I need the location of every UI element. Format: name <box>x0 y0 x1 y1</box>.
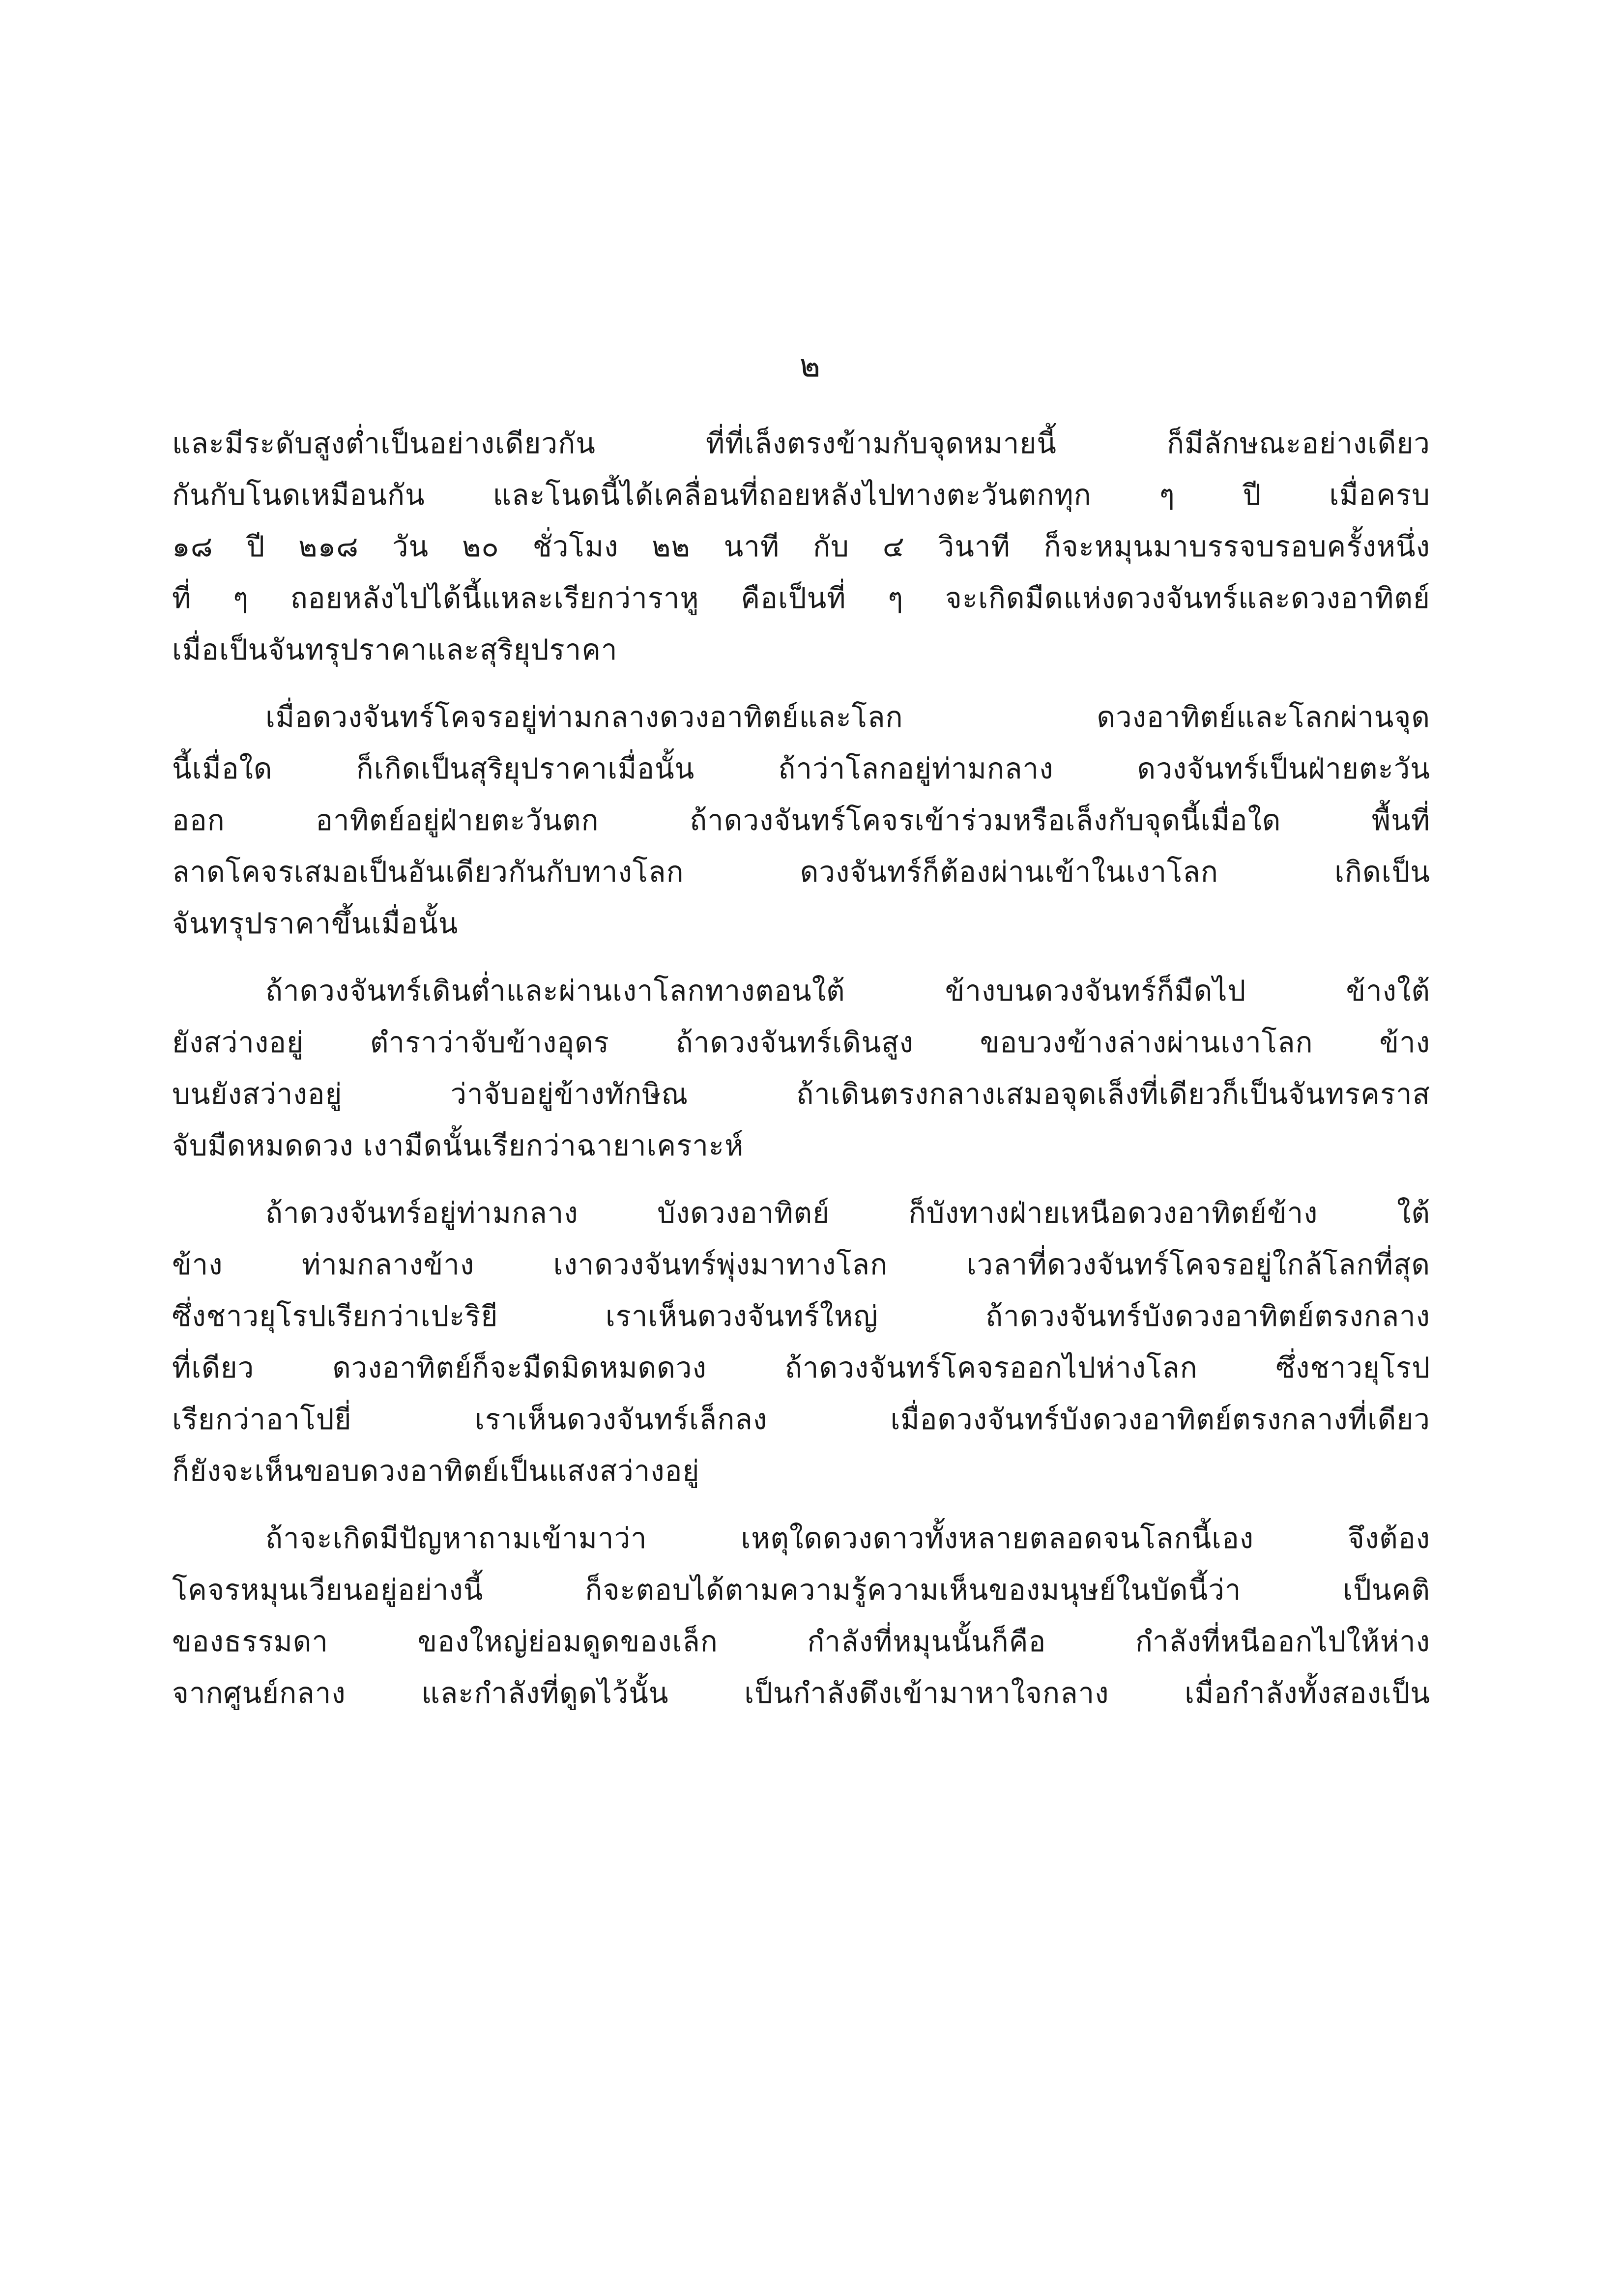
paragraph-4 <box>172 1187 1430 1497</box>
text-line: ๑๘ ปี ๒๑๘ วัน ๒๐ ชั่วโมง ๒๒ นาที กับ ๔ วินาที ก็จะหมุนมาบรรจบรอบครั้งหนึ่ง <box>172 530 1430 563</box>
paragraph-1 <box>172 418 1430 676</box>
body-text <box>172 418 1430 1719</box>
text-line: ที่ ๆ ถอยหลังไปได้นี้แหละเรียกว่าราหู คือเป็นที่ ๆ จะเกิดมืดแห่งดวงจันทร์และดวงอาทิตย์ <box>172 581 1430 615</box>
text-line: ข้าง ท่ามกลางข้าง เงาดวงจันทร์พุ่งมาทางโลก เวลาที่ดวงจันทร์โคจรอยู่ใกล้โลกที่สุด <box>172 1248 1430 1281</box>
paragraph-3 <box>172 965 1430 1172</box>
text-line: โคจรหมุนเวียนอยู่อย่างนี้ ก็จะตอบได้ตามความรู้ความเห็นของมนุษย์ในบัดนี้ว่า เป็นคติ <box>172 1573 1430 1607</box>
text-line: ออก อาทิตย์อยู่ฝ่ายตะวันตก ถ้าดวงจันทร์โคจรเข้าร่วมหรือเล็งกับจุดนี้เมื่อใด พื้นที่ <box>172 804 1430 837</box>
text-line: จันทรุปราคาขึ้นเมื่อนั้น <box>172 907 459 940</box>
text-line: นี้เมื่อใด ก็เกิดเป็นสุริยุปราคาเมื่อนั้น ถ้าว่าโลกอยู่ท่ามกลาง ดวงจันทร์เป็นฝ่ายตะวัน <box>172 752 1430 785</box>
text-line: ก็ยังจะเห็นขอบดวงอาทิตย์เป็นแสงสว่างอยู่ <box>172 1454 700 1488</box>
text-line: เมื่อดวงจันทร์โคจรอยู่ท่ามกลางดวงอาทิตย์และโลก ดวงอาทิตย์และโลกผ่านจุด <box>265 700 1430 734</box>
text-line: ถ้าดวงจันทร์เดินต่ำและผ่านเงาโลกทางตอนใต้ ข้างบนดวงจันทร์ก็มืดไป ข้างใต้ <box>265 974 1430 1007</box>
paragraph-5 <box>172 1513 1430 1719</box>
text-line: ถ้าจะเกิดมีปัญหาถามเข้ามาว่า เหตุใดดวงดาวทั้งหลายตลอดจนโลกนี้เอง จึงต้อง <box>265 1521 1430 1555</box>
text-line: กันกับโนดเหมือนกัน และโนดนี้ได้เคลื่อนที่ถอยหลังไปทางตะวันตกทุก ๆ ปี เมื่อครบ <box>172 478 1430 512</box>
text-line: ที่เดียว ดวงอาทิตย์ก็จะมืดมิดหมดดวง ถ้าดวงจันทร์โคจรออกไปห่างโลก ซึ่งชาวยุโรป <box>172 1351 1430 1384</box>
text-line: ลาดโคจรเสมอเป็นอันเดียวกันกับทางโลก ดวงจันทร์ก็ต้องผ่านเข้าในเงาโลก เกิดเป็น <box>172 855 1430 889</box>
text-line: บนยังสว่างอยู่ ว่าจับอยู่ข้างทักษิณ ถ้าเดินตรงกลางเสมอจุดเล็งที่เดียวก็เป็นจันทรคราส <box>172 1077 1430 1111</box>
page-number: ๒ <box>799 348 821 384</box>
text-line: ยังสว่างอยู่ ตำราว่าจับข้างอุดร ถ้าดวงจันทร์เดินสูง ขอบวงข้างล่างผ่านเงาโลก ข้าง <box>172 1026 1430 1059</box>
text-line: ของธรรมดา ของใหญ่ย่อมดูดของเล็ก กำลังที่หมุนนั้นก็คือ กำลังที่หนีออกไปให้ห่าง <box>172 1625 1430 1658</box>
text-line: และมีระดับสูงต่ำเป็นอย่างเดียวกัน ที่ที่เล็งตรงข้ามกับจุดหมายนี้ ก็มีลักษณะอย่างเดียว <box>172 427 1430 460</box>
text-line: จากศูนย์กลาง และกำลังที่ดูดไว้นั้น เป็นกำลังดึงเข้ามาหาใจกลาง เมื่อกำลังทั้งสองเป็น <box>172 1676 1430 1710</box>
text-line: เมื่อเป็นจันทรุปราคาและสุริยุปราคา <box>172 633 618 666</box>
text-line: ซึ่งชาวยุโรปเรียกว่าเปะริยี เราเห็นดวงจันทร์ใหญ่ ถ้าดวงจันทร์บังดวงอาทิตย์ตรงกลาง <box>172 1299 1430 1333</box>
text-line: จับมืดหมดดวง เงามืดนั้นเรียกว่าฉายาเคราะห์ <box>172 1129 744 1162</box>
text-line: ถ้าดวงจันทร์อยู่ท่ามกลาง บังดวงอาทิตย์ ก็บังทางฝ่ายเหนือดวงอาทิตย์ข้าง ใต้ <box>265 1196 1430 1230</box>
text-line: เรียกว่าอาโปยี่ เราเห็นดวงจันทร์เล็กลง เมื่อดวงจันทร์บังดวงอาทิตย์ตรงกลางที่เดียว <box>172 1403 1430 1436</box>
paragraph-2 <box>172 691 1430 949</box>
